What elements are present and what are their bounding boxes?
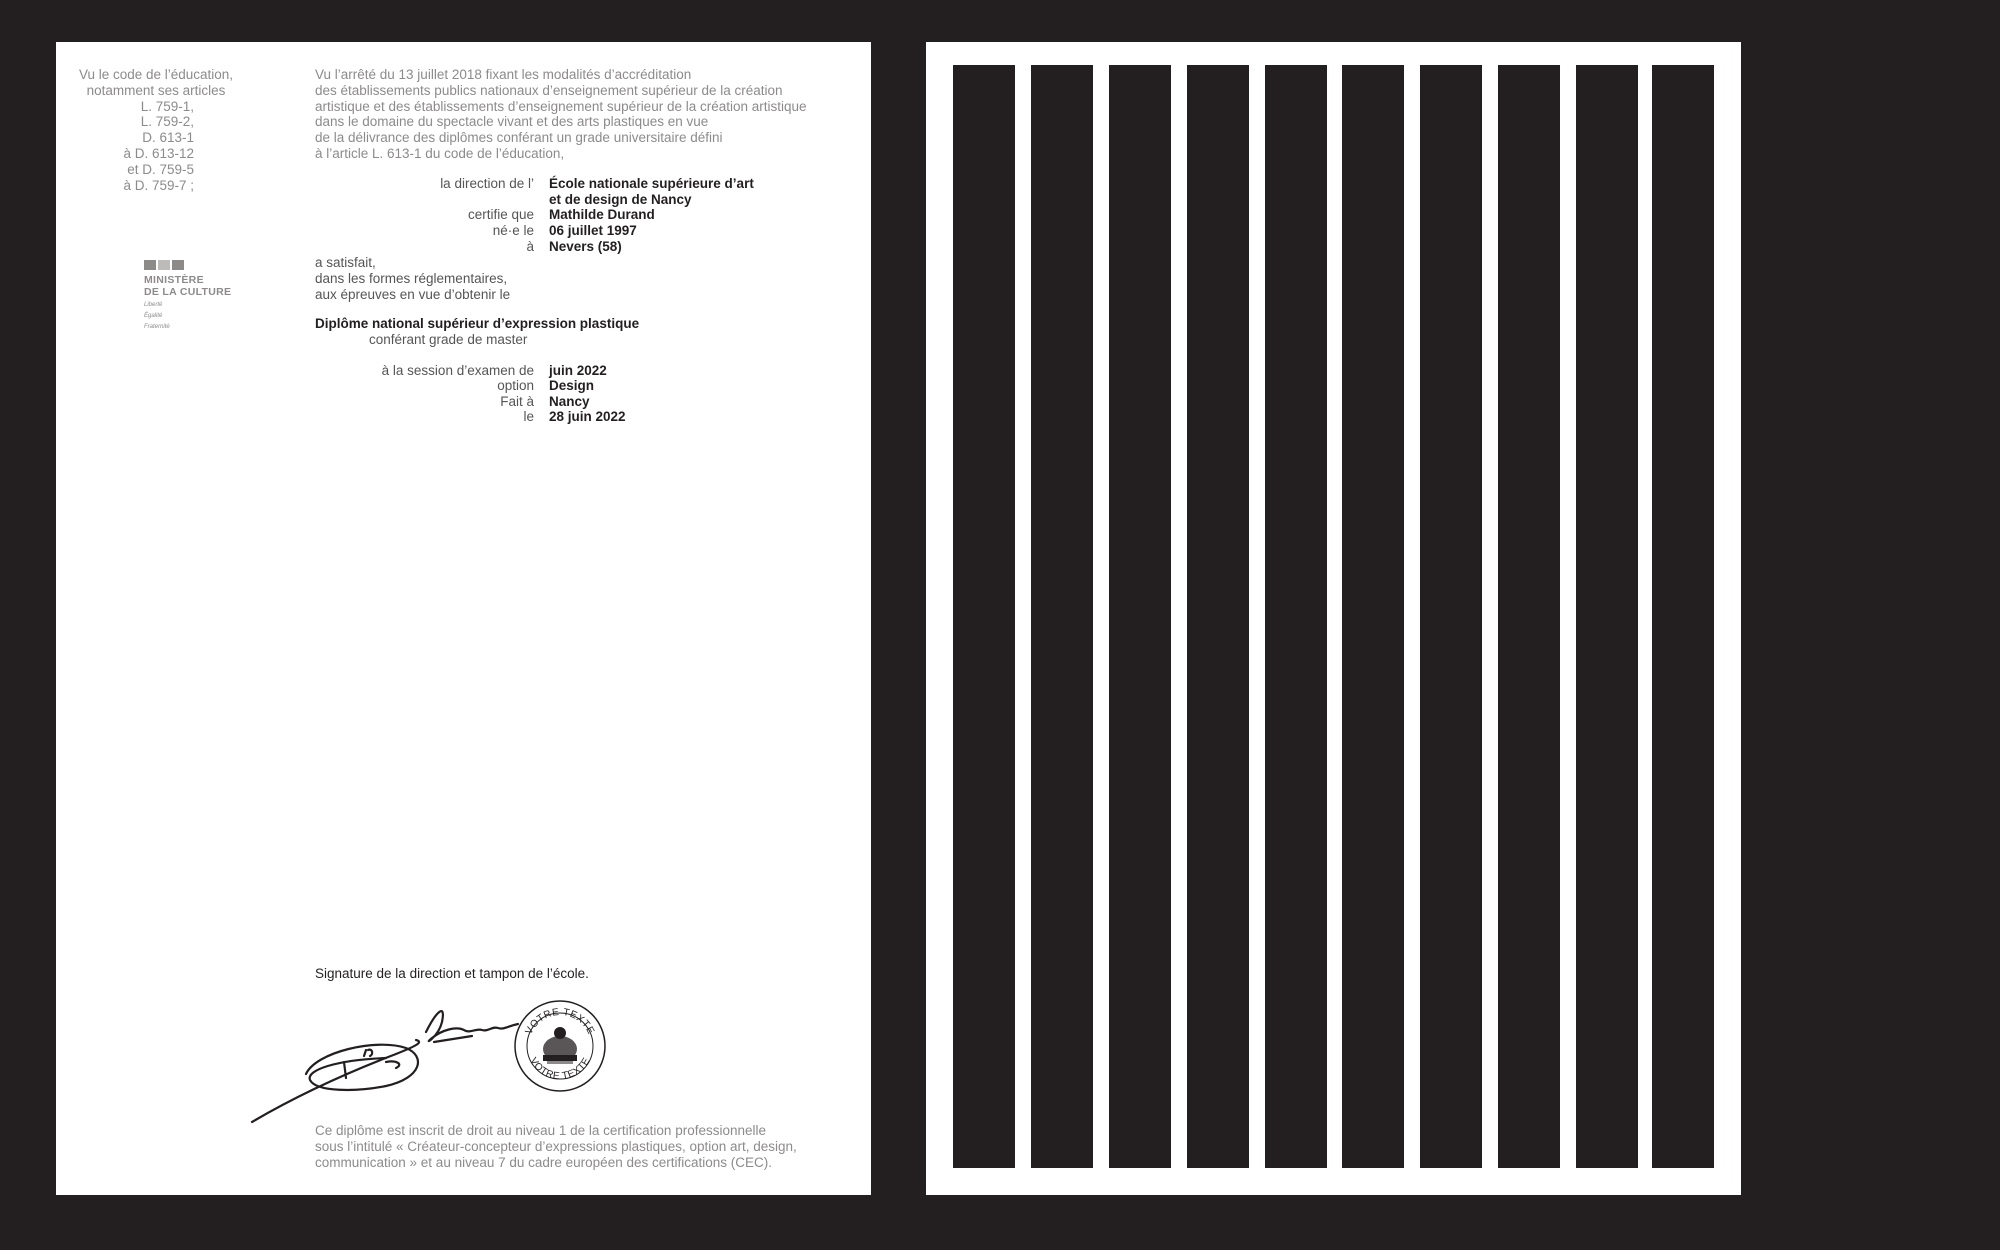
preamble-line: à l’article L. 613-1 du code de l’éducation, <box>315 145 565 161</box>
legal-article: D. 613-1 <box>142 130 194 146</box>
black-stripe <box>1498 65 1560 1168</box>
footer-line: communication » et au niveau 7 du cadre européen des certifications (CEC). <box>315 1154 772 1170</box>
footer-line: Ce diplôme est inscrit de droit au niveau 1 de la certification professionnelle <box>315 1123 766 1138</box>
direction-label: la direction de l’ <box>440 176 534 191</box>
black-stripe <box>1576 65 1638 1168</box>
legal-article: L. 759-2, <box>140 114 194 130</box>
student-name: Mathilde Durand <box>549 207 655 222</box>
place-made-label: Fait à <box>500 394 534 409</box>
preamble-line: dans le domaine du spectacle vivant et des arts plastiques en vue <box>315 114 709 130</box>
born-label: né·e le <box>492 223 534 238</box>
date-value: 28 juin 2022 <box>549 409 626 424</box>
school-name-line-2: et de design de Nancy <box>549 192 692 207</box>
satisfied-line: dans les formes réglementaires, <box>315 270 508 286</box>
black-stripe <box>1031 65 1093 1168</box>
diploma-title: Diplôme national supérieur d’expression plastique <box>315 316 640 331</box>
preamble-line: des établissements publics nationaux d’enseignement supérieur de la création <box>315 82 783 98</box>
stamp-text-bottom: VOTRE TEXTE <box>527 1055 593 1083</box>
legal-article: à D. 613-12 <box>123 145 194 161</box>
place-made-value: Nancy <box>549 394 590 409</box>
place-label: à <box>526 239 534 254</box>
legal-article: à D. 759-7 ; <box>123 177 194 193</box>
legal-intro-line-2: notamment ses articles <box>86 82 226 98</box>
date-label: le <box>523 409 534 424</box>
option-label: option <box>497 378 534 393</box>
black-stripe <box>1342 65 1404 1168</box>
preamble-line: Vu l’arrêté du 13 juillet 2018 fixant les modalités d’accréditation <box>315 67 692 82</box>
signature-caption: Signature de la direction et tampon de l’école. <box>315 966 589 981</box>
ministry-name-line-2: DE LA CULTURE <box>144 286 232 298</box>
black-stripe <box>1265 65 1327 1168</box>
session-label: à la session d’examen de <box>381 363 534 378</box>
black-stripe <box>953 65 1015 1168</box>
diploma-grade: conférant grade de master <box>369 331 528 347</box>
stamp-text-top: VOTRE TEXTE <box>523 1006 597 1037</box>
footer-notice <box>315 1123 797 1170</box>
motto-egalite: Égalité <box>144 313 163 319</box>
motto-liberte: Liberté <box>144 302 163 308</box>
session-value: juin 2022 <box>549 363 607 378</box>
satisfied-line: aux épreuves en vue d’obtenir le <box>315 286 511 302</box>
preamble-line: artistique et des établissements d’enseignement supérieur de la création artistique <box>315 98 807 114</box>
footer-line: sous l’intitulé « Créateur-concepteur d’expressions plastiques, option art, design, <box>315 1138 797 1154</box>
school-name-line-1: École nationale supérieure d’art <box>549 176 754 191</box>
ministry-name-line-1: MINISTÈRE <box>144 274 204 286</box>
black-stripe <box>1109 65 1171 1168</box>
session-labels <box>56 42 534 442</box>
legal-article: L. 759-1, <box>140 98 194 114</box>
preamble-line: de la délivrance des diplômes conférant un grade universitaire défini <box>315 130 723 146</box>
certifies-label: certifie que <box>467 207 534 222</box>
birth-place: Nevers (58) <box>549 239 622 254</box>
option-value: Design <box>549 378 595 393</box>
birth-date: 06 juillet 1997 <box>549 223 637 238</box>
black-stripe <box>1652 65 1714 1168</box>
legal-article: et D. 759-5 <box>127 161 194 177</box>
satisfied-line: a satisfait, <box>315 255 376 270</box>
school-stamp-icon <box>513 999 607 1093</box>
black-stripe <box>1420 65 1482 1168</box>
diploma-front-page <box>56 42 871 1195</box>
motto-fraternite: Fraternité <box>144 324 170 330</box>
diploma-back-page <box>926 42 1741 1195</box>
black-stripe <box>1187 65 1249 1168</box>
legal-intro-line-1: Vu le code de l’éducation, <box>78 67 234 82</box>
